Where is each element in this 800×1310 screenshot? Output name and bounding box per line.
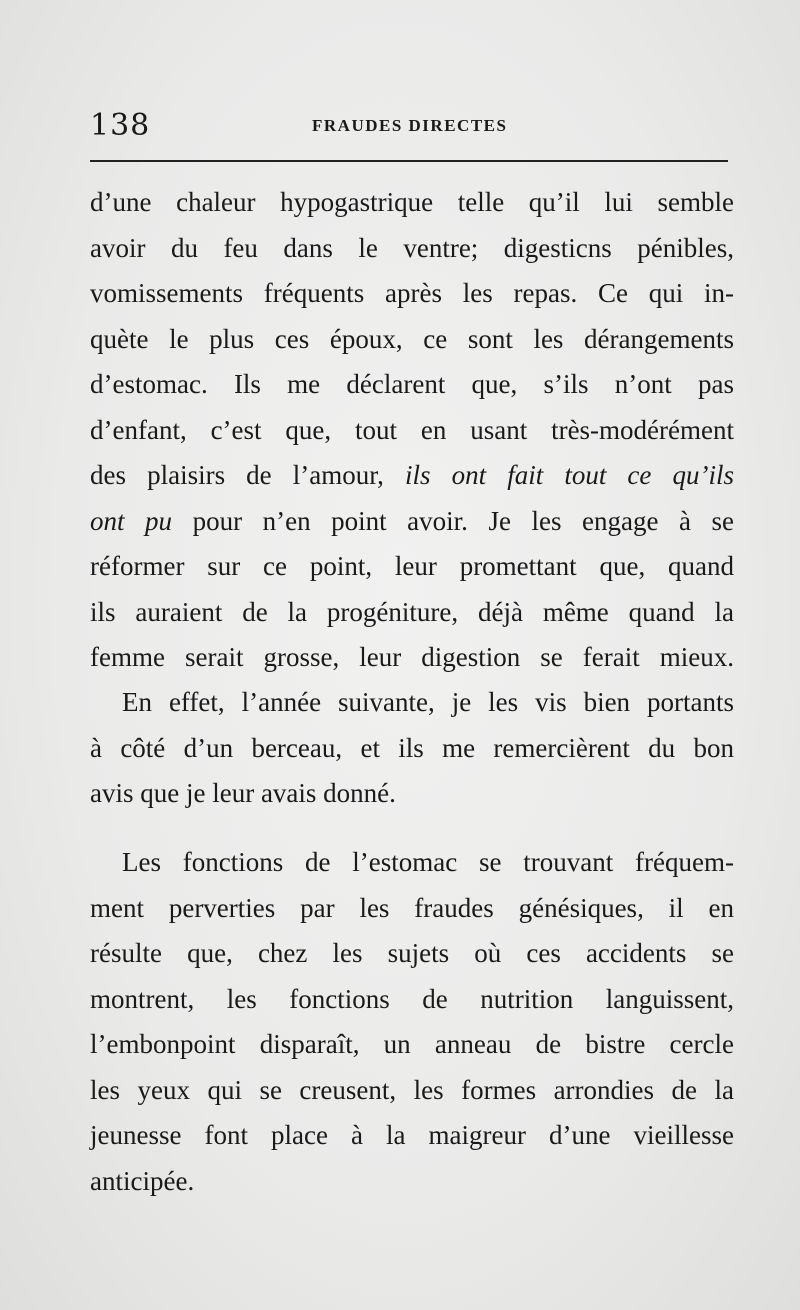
italic-segment: ont pu <box>90 505 173 536</box>
text-line: réformer sur ce point, leur promettant que, quand <box>90 551 734 581</box>
text-line: montrent, les fonctions de nutrition languissent, <box>90 983 734 1014</box>
text-line: ment perverties par les fraudes génésiques, il en <box>90 892 734 923</box>
paragraph-2 <box>90 680 734 817</box>
text-line: femme serait grosse, leur digestion se ferait mieux. <box>90 642 734 672</box>
text-line: les yeux qui se creusent, les formes arrondies de la <box>90 1074 734 1105</box>
text-line: à côté d’un berceau, et ils me remercièrent du bon <box>90 732 734 763</box>
text-line: anticipée. <box>90 1165 195 1196</box>
text-line: En effet, l’année suivante, je les vis bien portants <box>122 687 734 717</box>
text-line-mixed <box>90 453 734 499</box>
text-line: d’enfant, c’est que, tout en usant très-modérément <box>90 414 734 445</box>
paragraph-3 <box>90 840 734 1204</box>
italic-segment: ils ont fait tout ce qu’ils <box>405 460 734 490</box>
text-line: quète le plus ces époux, ce sont les dérangements <box>90 323 734 354</box>
paragraph-1 <box>90 180 734 681</box>
text-line: avoir du feu dans le ventre; digesticns pénibles, <box>90 232 734 263</box>
page-header <box>90 104 728 150</box>
text-line: jeunesse font place à la maigreur d’une vieillesse <box>90 1120 734 1150</box>
text-segment: pour n’en point avoir. Je les engage à se <box>192 505 734 536</box>
text-line-mixed <box>90 499 734 545</box>
text-line: l’embonpoint disparaît, un anneau de bistre cercle <box>90 1029 734 1059</box>
text-line: vomissements fréquents après les repas. Ce qui in- <box>90 278 734 308</box>
header-rule <box>90 160 728 162</box>
text-line: Les fonctions de l’estomac se trouvant fréquem- <box>122 847 734 877</box>
running-head: FRAUDES DIRECTES <box>312 116 508 135</box>
text-segment: des plaisirs de l’amour, <box>90 460 384 490</box>
text-line: ils auraient de la progéniture, déjà même quand la <box>90 596 734 627</box>
text-line: d’estomac. Ils me déclarent que, s’ils n’ont pas <box>90 369 734 399</box>
text-line: d’une chaleur hypogastrique telle qu’il lui semble <box>90 187 734 217</box>
page-number: 138 <box>90 108 151 143</box>
text-line: résulte que, chez les sujets où ces accidents se <box>90 938 734 968</box>
text-line: avis que je leur avais donné. <box>90 778 396 808</box>
